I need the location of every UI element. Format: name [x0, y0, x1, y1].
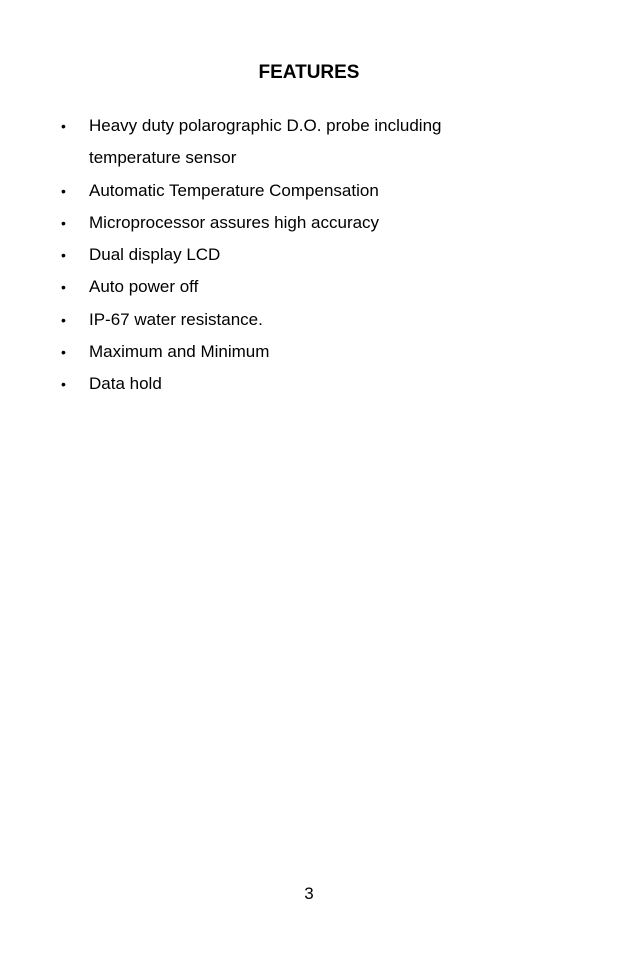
feature-text: IP-67 water resistance. — [89, 309, 263, 329]
feature-text: Automatic Temperature Compensation — [89, 180, 379, 200]
bullet-icon: • — [61, 279, 66, 296]
feature-text: Heavy duty polarographic D.O. probe including temperature sensor — [89, 116, 442, 168]
list-item — [0, 175, 509, 207]
list-item — [0, 239, 509, 271]
feature-text: Microprocessor assures high accuracy — [89, 212, 380, 232]
page-title: FEATURES — [258, 62, 360, 83]
bullet-icon: • — [61, 118, 66, 134]
feature-text: Maximum and Minimum — [89, 342, 270, 362]
list-item — [0, 368, 509, 400]
bullet-icon: • — [61, 247, 66, 264]
bullet-icon: • — [61, 311, 66, 328]
list-item — [0, 336, 509, 368]
bullet-icon: • — [61, 214, 66, 231]
feature-text: Data hold — [89, 374, 162, 394]
page-number: 3 — [304, 884, 314, 903]
feature-text: Dual display LCD — [89, 245, 221, 265]
list-item — [0, 271, 509, 303]
list-item — [0, 110, 509, 175]
bullet-icon: • — [61, 344, 66, 361]
features-list — [0, 110, 618, 401]
list-item — [0, 207, 509, 239]
list-item — [0, 304, 509, 336]
feature-text: Auto power off — [89, 277, 199, 297]
bullet-icon: • — [61, 376, 66, 393]
bullet-icon: • — [61, 182, 66, 199]
